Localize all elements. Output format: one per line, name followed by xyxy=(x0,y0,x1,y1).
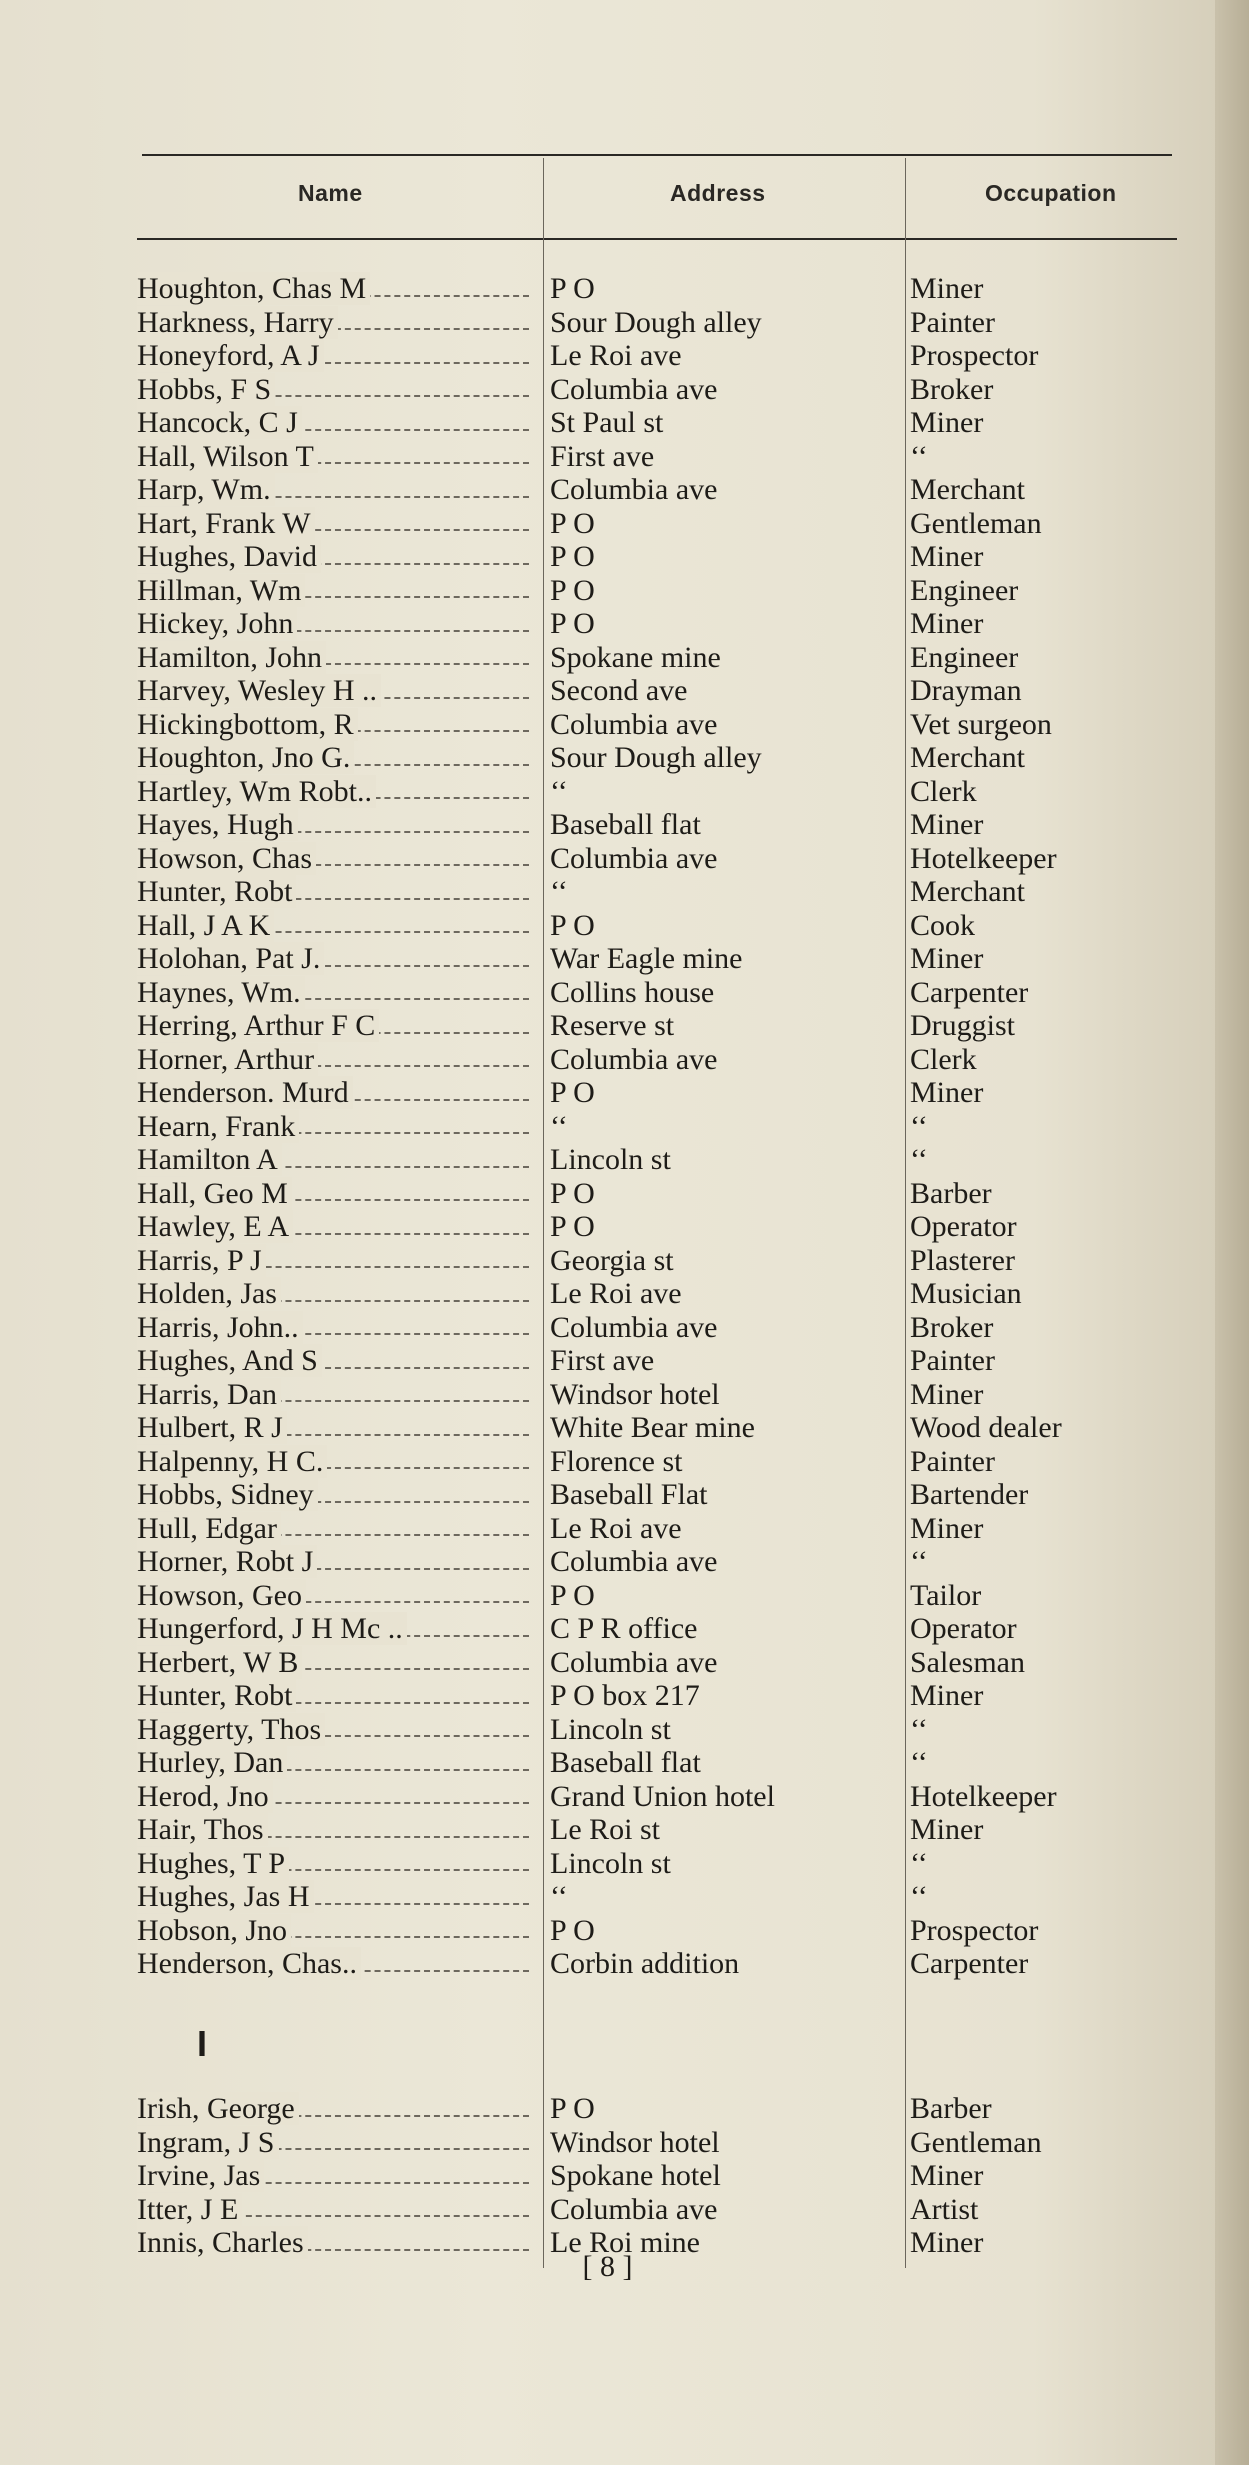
entry-address: Lincoln st xyxy=(550,1712,671,1746)
header-address: Address xyxy=(670,180,766,206)
entry-name-text: Ingram, J S xyxy=(137,2126,279,2159)
list-item xyxy=(0,1378,1215,1412)
entry-name-text: Howson, Chas xyxy=(137,842,316,875)
entry-occupation: Carpenter xyxy=(910,1947,1029,1980)
entry-address: Columbia ave xyxy=(550,1545,718,1578)
list-item xyxy=(0,306,1215,340)
entry-occupation: Miner xyxy=(910,540,984,573)
list-item xyxy=(0,1177,1215,1211)
entry-address: Georgia st xyxy=(550,1243,674,1277)
list-item xyxy=(0,1780,1215,1814)
list-item xyxy=(0,1076,1215,1110)
entry-name xyxy=(137,1579,537,1613)
list-item xyxy=(0,1746,1215,1780)
entry-name-text: Henderson, Chas.. xyxy=(137,1947,361,1980)
entry-occupation: Operator xyxy=(910,1210,1017,1243)
entry-address: First ave xyxy=(550,439,655,473)
entry-occupation: Merchant xyxy=(910,741,1025,774)
entry-occupation: Carpenter xyxy=(910,975,1029,1009)
entry-name-text: Harris, P J xyxy=(137,1244,266,1277)
list-item xyxy=(0,1009,1215,1043)
entry-address: P O xyxy=(550,540,595,573)
entry-occupation: Wood dealer xyxy=(910,1411,1062,1444)
entry-occupation: ‘‘ xyxy=(910,1746,928,1779)
entry-name xyxy=(137,708,537,742)
entry-occupation: Painter xyxy=(910,1344,995,1377)
entry-address: P O box 217 xyxy=(550,1679,700,1712)
entry-address: P O xyxy=(550,1176,595,1210)
entry-name-text: Hickingbottom, R xyxy=(137,708,358,741)
entry-name xyxy=(137,2193,537,2227)
entry-name-text: Hancock, C J xyxy=(137,406,302,439)
entry-name-text: Hughes, David xyxy=(137,540,321,573)
entry-occupation: Miner xyxy=(910,607,984,640)
entry-occupation: Tailor xyxy=(910,1578,982,1612)
entry-name xyxy=(137,1780,537,1814)
list-item xyxy=(0,473,1215,507)
entry-name-text: Henderson. Murd xyxy=(137,1076,353,1109)
list-item xyxy=(0,339,1215,373)
entry-occupation: Miner xyxy=(910,1679,984,1712)
entry-name-text: Hunter, Robt xyxy=(137,875,296,908)
entry-name-text: Halpenny, H C. xyxy=(137,1445,327,1478)
list-item xyxy=(0,1880,1215,1914)
entry-address: Columbia ave xyxy=(550,372,718,406)
entry-address: Sour Dough alley xyxy=(550,741,762,774)
entry-name-text: Hart, Frank W xyxy=(137,507,315,540)
list-item xyxy=(0,1612,1215,1646)
entry-name xyxy=(137,741,537,775)
list-item xyxy=(0,1344,1215,1378)
entry-name xyxy=(137,1914,537,1948)
list-item xyxy=(0,909,1215,943)
entry-name xyxy=(137,306,537,340)
entry-name xyxy=(137,1646,537,1680)
entry-address: P O xyxy=(550,1210,595,1243)
list-item xyxy=(0,1110,1215,1144)
list-item xyxy=(0,942,1215,976)
entry-occupation: ‘‘ xyxy=(910,1545,928,1578)
list-item xyxy=(0,1478,1215,1512)
entry-name-text: Hulbert, R J xyxy=(137,1411,287,1444)
entry-occupation: Miner xyxy=(910,272,984,305)
entry-address: P O xyxy=(550,2092,595,2125)
entry-name xyxy=(137,574,537,608)
entry-occupation: Bartender xyxy=(910,1478,1029,1511)
list-item xyxy=(0,1043,1215,1077)
entry-address: C P R office xyxy=(550,1612,698,1645)
entry-occupation: Operator xyxy=(910,1612,1017,1645)
list-item xyxy=(0,2092,1215,2126)
list-item xyxy=(0,808,1215,842)
entry-address: Le Roi ave xyxy=(550,1511,682,1545)
entry-occupation: Miner xyxy=(910,1076,984,1109)
entry-name xyxy=(137,507,537,541)
list-item xyxy=(0,1512,1215,1546)
entry-address: Collins house xyxy=(550,975,715,1009)
entry-address: Columbia ave xyxy=(550,473,718,506)
entry-address: ‘‘ xyxy=(550,875,568,908)
entry-name xyxy=(137,1244,537,1278)
entry-name-text: Hughes, T P xyxy=(137,1847,289,1880)
entries-h-list xyxy=(0,272,1215,1981)
entry-name-text: Irvine, Jas xyxy=(137,2159,264,2192)
entry-occupation: ‘‘ xyxy=(910,439,928,473)
entry-occupation: Druggist xyxy=(910,1009,1015,1042)
entry-name-text: Holohan, Pat J. xyxy=(137,942,324,975)
page-number: [ 8 ] xyxy=(582,2250,633,2283)
entry-name xyxy=(137,909,537,943)
entry-name xyxy=(137,1344,537,1378)
entry-address: P O xyxy=(550,506,595,540)
list-item xyxy=(0,507,1215,541)
entry-occupation: Barber xyxy=(910,1176,992,1210)
entry-name-text: Hull, Edgar xyxy=(137,1512,281,1545)
entry-address: Spokane mine xyxy=(550,640,721,674)
entry-address: ‘‘ xyxy=(550,1880,568,1913)
entry-address: Baseball Flat xyxy=(550,1478,708,1511)
list-item xyxy=(0,607,1215,641)
list-item xyxy=(0,1713,1215,1747)
entry-name-text: Hunter, Robt xyxy=(137,1679,296,1712)
entry-address: Columbia ave xyxy=(550,2192,718,2226)
entry-address: Le Roi st xyxy=(550,1813,660,1846)
entry-name-text: Hobbs, F S xyxy=(137,373,275,406)
entry-address: P O xyxy=(550,1578,595,1612)
entry-address: War Eagle mine xyxy=(550,942,743,975)
entry-occupation: ‘‘ xyxy=(910,1143,928,1176)
entry-name xyxy=(137,842,537,876)
entry-name xyxy=(137,473,537,507)
list-item xyxy=(0,440,1215,474)
entry-address: Columbia ave xyxy=(550,707,718,741)
list-item xyxy=(0,1411,1215,1445)
entry-occupation: Miner xyxy=(910,942,984,975)
entry-name xyxy=(137,540,537,574)
list-item xyxy=(0,1244,1215,1278)
entry-address: P O xyxy=(550,607,595,640)
entry-address: P O xyxy=(550,573,595,607)
entry-address: P O xyxy=(550,908,595,942)
list-item xyxy=(0,641,1215,675)
list-item xyxy=(0,1679,1215,1713)
entry-name-text: Holden, Jas xyxy=(137,1277,281,1310)
entry-name xyxy=(137,1311,537,1345)
list-item xyxy=(0,1445,1215,1479)
entry-occupation: ‘‘ xyxy=(910,1109,928,1143)
entry-occupation: Musician xyxy=(910,1277,1022,1310)
entry-address: Le Roi ave xyxy=(550,1277,682,1310)
entry-name-text: Herod, Jno xyxy=(137,1780,273,1813)
entry-name xyxy=(137,2092,537,2126)
entry-address: Columbia ave xyxy=(550,1645,718,1679)
entry-address: Columbia ave xyxy=(550,841,718,875)
entry-occupation: Hotelkeeper xyxy=(910,841,1057,875)
entry-address: Columbia ave xyxy=(550,1310,718,1344)
entry-name xyxy=(137,1043,537,1077)
entry-name-text: Hillman, Wm xyxy=(137,574,305,607)
entry-name xyxy=(137,1378,537,1412)
entry-address: Baseball flat xyxy=(550,1746,701,1779)
entry-name-text: Horner, Robt J xyxy=(137,1545,317,1578)
page-edge xyxy=(1215,0,1249,2465)
entry-address: Le Roi ave xyxy=(550,339,682,372)
entry-name-text: Hall, Geo M xyxy=(137,1177,292,1210)
entry-name xyxy=(137,1880,537,1914)
entry-occupation: Miner xyxy=(910,1511,984,1545)
entry-name-text: Hobson, Jno xyxy=(137,1914,291,1947)
entry-name xyxy=(137,1612,537,1646)
entry-name xyxy=(137,1009,537,1043)
entry-name xyxy=(137,674,537,708)
list-item xyxy=(0,1210,1215,1244)
entry-occupation: Miner xyxy=(910,1377,984,1411)
list-item xyxy=(0,708,1215,742)
list-item xyxy=(0,775,1215,809)
entry-name-text: Herring, Arthur F C xyxy=(137,1009,379,1042)
entry-occupation: Broker xyxy=(910,372,994,406)
header-bottom-rule xyxy=(137,238,1177,240)
entry-occupation: Broker xyxy=(910,1310,994,1344)
entry-name xyxy=(137,1177,537,1211)
entry-occupation: Miner xyxy=(910,2226,984,2259)
entry-name xyxy=(137,1847,537,1881)
entry-name xyxy=(137,1813,537,1847)
entry-name xyxy=(137,1076,537,1110)
entry-address: ‘‘ xyxy=(550,774,568,808)
list-item xyxy=(0,875,1215,909)
entry-occupation: ‘‘ xyxy=(910,1880,928,1913)
list-item xyxy=(0,406,1215,440)
list-item xyxy=(0,574,1215,608)
entry-address: P O xyxy=(550,1076,595,1109)
list-item xyxy=(0,674,1215,708)
entry-name-text: Haggerty, Thos xyxy=(137,1713,325,1746)
entry-name xyxy=(137,1210,537,1244)
entry-address: Reserve st xyxy=(550,1009,675,1042)
entry-name-text: Horner, Arthur xyxy=(137,1043,318,1076)
entry-name xyxy=(137,272,537,306)
entry-name-text: Herbert, W B xyxy=(137,1646,302,1679)
header-occupation: Occupation xyxy=(985,180,1117,206)
entry-occupation: Hotelkeeper xyxy=(910,1779,1057,1813)
entry-occupation: Miner xyxy=(910,406,984,439)
list-item xyxy=(0,2193,1215,2227)
entry-address: Second ave xyxy=(550,674,688,707)
entry-address: P O xyxy=(550,272,595,305)
entry-name xyxy=(137,1545,537,1579)
list-item xyxy=(0,272,1215,306)
entry-name xyxy=(137,2159,537,2193)
list-item xyxy=(0,1579,1215,1613)
entry-name xyxy=(137,1478,537,1512)
entry-name xyxy=(137,1746,537,1780)
list-item xyxy=(0,540,1215,574)
entry-occupation: Prospector xyxy=(910,1913,1039,1947)
entry-name-text: Houghton, Jno G. xyxy=(137,741,354,774)
entry-name xyxy=(137,1143,537,1177)
list-item xyxy=(0,2159,1215,2193)
list-item xyxy=(0,1813,1215,1847)
entry-name-text: Hamilton A xyxy=(137,1143,282,1176)
entry-name-text: Hartley, Wm Robt.. xyxy=(137,775,376,808)
entry-address: First ave xyxy=(550,1344,655,1377)
entry-address: ‘‘ xyxy=(550,1109,568,1143)
entry-name-text: Hughes, Jas H xyxy=(137,1880,314,1913)
entry-name-text: Innis, Charles xyxy=(137,2226,308,2259)
entry-name-text: Hair, Thos xyxy=(137,1813,268,1846)
entry-name xyxy=(137,1713,537,1747)
entry-name-text: Hurley, Dan xyxy=(137,1746,287,1779)
entry-occupation: Vet surgeon xyxy=(910,707,1052,741)
entry-occupation: Miner xyxy=(910,1813,984,1846)
entry-name xyxy=(137,406,537,440)
entry-occupation: Clerk xyxy=(910,774,977,808)
entry-name xyxy=(137,1679,537,1713)
entry-name-text: Irish, George xyxy=(137,2092,299,2125)
entry-name xyxy=(137,373,537,407)
entry-address: White Bear mine xyxy=(550,1411,755,1444)
entry-name xyxy=(137,440,537,474)
entries-i-list xyxy=(0,2092,1215,2260)
entry-address: Florence st xyxy=(550,1444,683,1478)
entry-occupation: Engineer xyxy=(910,573,1019,607)
entry-name xyxy=(137,875,537,909)
entry-occupation: Merchant xyxy=(910,473,1025,506)
entry-occupation: Prospector xyxy=(910,339,1039,372)
list-item xyxy=(0,1914,1215,1948)
entry-name xyxy=(137,641,537,675)
entry-occupation: Plasterer xyxy=(910,1243,1015,1277)
entry-address: Baseball flat xyxy=(550,808,701,841)
list-item xyxy=(0,373,1215,407)
list-item xyxy=(0,842,1215,876)
entry-name-text: Hayes, Hugh xyxy=(137,808,298,841)
entry-occupation: ‘‘ xyxy=(910,1712,928,1746)
entry-name-text: Honeyford, A J xyxy=(137,339,324,372)
header-name: Name xyxy=(298,180,363,206)
section-letter-i: I xyxy=(197,2023,208,2064)
entry-name-text: Hall, Wilson T xyxy=(137,440,318,473)
entry-name xyxy=(137,607,537,641)
entry-name-text: Harp, Wm. xyxy=(137,473,275,506)
entry-name xyxy=(137,775,537,809)
list-item xyxy=(0,1277,1215,1311)
entry-address: St Paul st xyxy=(550,406,664,439)
entry-name-text: Howson, Geo xyxy=(137,1579,306,1612)
entry-name xyxy=(137,942,537,976)
list-item xyxy=(0,741,1215,775)
entry-name-text: Houghton, Chas M xyxy=(137,272,370,305)
list-item xyxy=(0,1847,1215,1881)
entry-address: Spokane hotel xyxy=(550,2159,721,2192)
entry-name-text: Hickey, John xyxy=(137,607,297,640)
entry-occupation: Clerk xyxy=(910,1042,977,1076)
entry-name-text: Hawley, E A xyxy=(137,1210,293,1243)
entry-address: Grand Union hotel xyxy=(550,1779,775,1813)
list-item xyxy=(0,2126,1215,2160)
list-item xyxy=(0,1947,1215,1981)
entry-occupation: Painter xyxy=(910,305,995,339)
entry-address: Le Roi mine xyxy=(550,2226,700,2259)
entry-name xyxy=(137,2126,537,2160)
entry-name-text: Hearn, Frank xyxy=(137,1110,299,1143)
entry-address: Lincoln st xyxy=(550,1143,671,1176)
header-top-rule xyxy=(142,154,1172,156)
entry-address: Columbia ave xyxy=(550,1042,718,1076)
entry-occupation: Artist xyxy=(910,2192,979,2226)
entry-name-text: Hughes, And S xyxy=(137,1344,322,1377)
entry-occupation: Merchant xyxy=(910,875,1025,908)
list-item xyxy=(0,1646,1215,1680)
entry-address: Corbin addition xyxy=(550,1947,740,1980)
entry-name xyxy=(137,1110,537,1144)
entry-occupation: Barber xyxy=(910,2092,992,2125)
entry-name-text: Harris, Dan xyxy=(137,1378,281,1411)
entry-occupation: Miner xyxy=(910,808,984,841)
entry-occupation: Gentleman xyxy=(910,506,1042,540)
entry-name xyxy=(137,339,537,373)
entry-address: P O xyxy=(550,1913,595,1947)
entry-name xyxy=(137,808,537,842)
entry-name-text: Hobbs, Sidney xyxy=(137,1478,318,1511)
entry-name-text: Hall, J A K xyxy=(137,909,274,942)
entry-name xyxy=(137,1947,537,1981)
entry-name xyxy=(137,976,537,1010)
entry-name xyxy=(137,1411,537,1445)
entry-occupation: Drayman xyxy=(910,674,1022,707)
list-item xyxy=(0,976,1215,1010)
entry-occupation: Miner xyxy=(910,2159,984,2192)
entry-occupation: Gentleman xyxy=(910,2125,1042,2159)
entry-occupation: ‘‘ xyxy=(910,1846,928,1880)
entry-name-text: Itter, J E xyxy=(137,2193,242,2226)
list-item xyxy=(0,1143,1215,1177)
entry-occupation: Painter xyxy=(910,1444,995,1478)
entry-address: Lincoln st xyxy=(550,1846,671,1880)
entry-name-text: Hamilton, John xyxy=(137,641,326,674)
entry-address: Windsor hotel xyxy=(550,2125,720,2159)
entry-name-text: Harvey, Wesley H .. xyxy=(137,674,381,707)
entry-name-text: Hungerford, J H Mc .. xyxy=(137,1612,407,1645)
entry-occupation: Cook xyxy=(910,908,976,942)
entry-name xyxy=(137,1512,537,1546)
list-item xyxy=(0,1545,1215,1579)
entry-address: Sour Dough alley xyxy=(550,305,762,339)
entry-name-text: Harris, John.. xyxy=(137,1311,303,1344)
entry-occupation: Engineer xyxy=(910,640,1019,674)
entry-name-text: Haynes, Wm. xyxy=(137,976,305,1009)
list-item xyxy=(0,1311,1215,1345)
entry-name xyxy=(137,1445,537,1479)
entry-address: Windsor hotel xyxy=(550,1377,720,1411)
entry-name-text: Harkness, Harry xyxy=(137,306,338,339)
entry-name xyxy=(137,1277,537,1311)
entry-occupation: Salesman xyxy=(910,1645,1025,1679)
